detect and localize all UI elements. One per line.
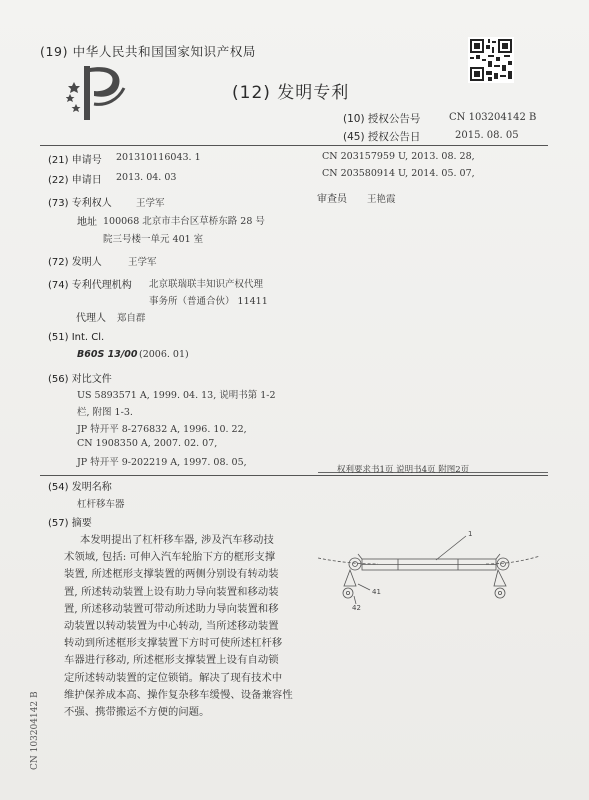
address-line-1: 100068 北京市丰台区草桥东路 28 号 — [103, 216, 265, 227]
grant-date-label: (45) 授权公告日 — [343, 131, 421, 143]
office-name: (19) 中华人民共和国国家知识产权局 — [40, 44, 257, 59]
abstract-line: 转动到所述框形支撑装置下方时可使所述杠杆移 — [64, 637, 283, 650]
cnipa-logo-icon — [66, 58, 138, 126]
abstract-line: 动装置以转动装置为中心转动, 当所述移动装置 — [64, 620, 279, 633]
figure-label: 1 — [468, 530, 473, 538]
agency-label: (74) 专利代理机构 — [48, 280, 132, 291]
ref-line: JP 特开平 9-202219 A, 1997. 08. 05, — [77, 457, 247, 468]
agency-line-1: 北京联瑞联丰知识产权代理 — [149, 279, 264, 290]
app-date-label: (22) 申请日 — [48, 175, 102, 186]
int-cl-date: (2006. 01) — [139, 349, 189, 360]
ref-line-right: CN 203157959 U, 2013. 08. 28, — [322, 151, 475, 162]
abstract-line: 定所述转动装置的定位锁销。解决了现有技术中 — [64, 671, 283, 684]
grant-date: 2015. 08. 05 — [455, 130, 519, 141]
grant-no: CN 103204142 B — [449, 112, 537, 123]
doc-type-title: (12) 发明专利 — [232, 83, 350, 103]
figure-label: 42 — [352, 604, 361, 612]
abstract-body — [64, 532, 293, 721]
app-no: 201310116043. 1 — [116, 152, 201, 163]
qr-code-icon — [468, 37, 514, 83]
ref-line: CN 1908350 A, 2007. 02. 07, — [77, 438, 218, 449]
abstract-line: 维护保养成本高、操作复杂移车缓慢、设备兼容性 — [64, 688, 293, 701]
header-rule — [40, 145, 548, 146]
invention-title: 杠杆移车器 — [77, 499, 125, 510]
int-cl-code: B60S 13/00 — [77, 349, 138, 360]
figure-label: 41 — [372, 588, 381, 596]
agent: 郑自群 — [117, 313, 146, 324]
address-line-2: 院三号楼一单元 401 室 — [103, 234, 204, 245]
mid-rule — [40, 475, 548, 476]
app-date: 2013. 04. 03 — [116, 172, 177, 183]
address-label: 地址 — [77, 217, 97, 228]
abstract-label: (57) 摘要 — [48, 518, 92, 529]
patentee: 王学军 — [136, 198, 165, 209]
grant-no-label: (10) 授权公告号 — [343, 113, 421, 125]
title-label: (54) 发明名称 — [48, 482, 112, 493]
inventor: 王学军 — [128, 257, 157, 268]
abstract-line: 不强、携带搬运不方便的问题。 — [64, 706, 210, 719]
patentee-label: (73) 专利权人 — [48, 198, 112, 209]
int-cl-label: (51) Int. Cl. — [48, 332, 105, 343]
ref-line-right: CN 203580914 U, 2014. 05. 07, — [322, 168, 475, 179]
examiner-label: 审查员 — [317, 194, 347, 205]
app-no-label: (21) 申请号 — [48, 155, 102, 166]
inventor-label: (72) 发明人 — [48, 257, 102, 268]
abstract-line: 置, 所述转动装置上设有助力导向装置和移动装 — [64, 585, 279, 598]
page-counts: 权利要求书1页 说明书4页 附图2页 — [337, 465, 470, 475]
abstract-line: 置, 所述移动装置可带动所述助力导向装置和移 — [64, 602, 279, 615]
ref-line: US 5893571 A, 1999. 04. 13, 说明书第 1-2 — [77, 390, 276, 401]
examiner: 王艳霞 — [367, 194, 396, 205]
abstract-line: 车器进行移动, 所述框形支撑装置上设有自动锁 — [64, 654, 279, 667]
agent-label: 代理人 — [76, 313, 106, 324]
refs-label: (56) 对比文件 — [48, 374, 112, 385]
side-patent-number: CN 103204142 B — [30, 691, 40, 770]
abstract-line: 装置, 所述框形支撑装置的两侧分别设有转动装 — [64, 568, 279, 581]
abstract-line: 本发明提出了杠杆移车器, 涉及汽车移动技 — [80, 534, 274, 546]
ref-line: 栏, 附图 1-3. — [77, 407, 133, 418]
ref-line: JP 特开平 8-276832 A, 1996. 10. 22, — [77, 424, 247, 435]
abstract-figure — [318, 528, 540, 614]
abstract-line: 术领域, 包括: 可伸入汽车轮胎下方的框形支撑 — [64, 551, 276, 564]
agency-line-2: 事务所（普通合伙） 11411 — [149, 296, 268, 307]
